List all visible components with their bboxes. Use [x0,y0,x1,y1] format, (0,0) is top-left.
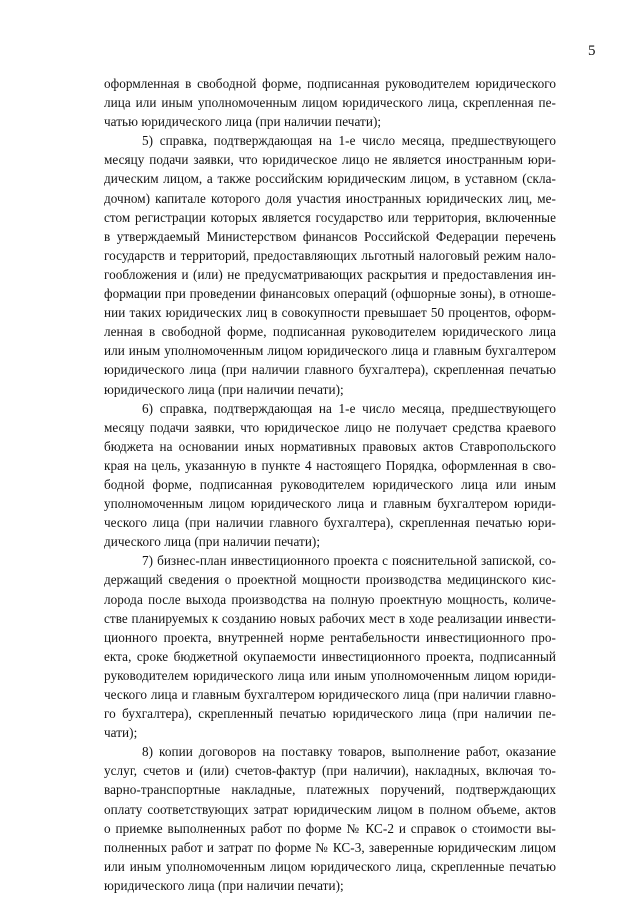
text-line: 7) бизнес-план инвестиционного проекта с пояснительной запиской, со- [142,553,556,569]
text-line: екта, сроке бюджетной окупаемости инвестиционного проекта, подписанный [104,648,556,664]
text-line: чати); [104,725,138,741]
text-line: или иным уполномоченным лицом юридического лица, скрепленные печатью [104,858,556,874]
text-line: ленная в свободной форме, подписанная руководителем юридического лица [104,324,556,340]
text-line: чатью юридического лица (при наличии печати); [104,114,382,130]
text-line: дочном) капитале которого доля участия иностранных юридических лиц, ме- [104,190,556,206]
text-line: услуг, счетов и (или) счетов-фактур (при наличии), накладных, включая то- [104,763,556,779]
text-line: го бухгалтера), скрепленный печатью юридического лица (при наличии пе- [104,706,556,722]
text-line: 8) копии договоров на поставку товаров, выполнение работ, оказание [142,744,556,760]
text-line: месяцу подачи заявки, что юридическое лицо не является иностранным юри- [104,152,556,168]
text-line: гообложения и (или) не предусматривающих раскрытия и предоставления ин- [104,266,556,282]
text-line: о приемке выполненных работ по форме № КС-2 и справок о стоимости вы- [104,820,556,836]
text-line: юридического лица (при наличии главного бухгалтера), скрепленная печатью [104,362,556,378]
text-line: 6) справка, подтверждающая на 1-е число месяца, предшествующего [142,400,556,416]
paragraph-item-8 [104,742,556,895]
text-line: или иным уполномоченным лицом юридического лица и главным бухгалтером [104,343,556,359]
text-line: бюджета на основании иных нормативных правовых актов Ставропольского [104,438,556,454]
text-line: месяцу подачи заявки, что юридическое лицо не получает средства краевого [104,419,556,435]
page-number: 5 [588,43,596,59]
paragraph-item-5 [104,131,556,398]
text-line: 5) справка, подтверждающая на 1-е число месяца, предшествующего [142,133,556,149]
document-body [104,74,556,895]
text-line: нии таких юридических лиц в совокупности превышает 50 процентов, оформ- [104,305,556,321]
text-line: дическим лицом, а также российским юридическим лицом, в уставном (скла- [104,171,556,187]
text-line: стом регистрации которых является государство или территория, включенные [104,209,556,225]
text-line: держащий сведения о проектной мощности производства медицинского кис- [104,572,556,588]
text-line: руководителем юридического лица или иным уполномоченным лицом юриди- [104,667,556,683]
text-line: дического лица (при наличии печати); [104,534,321,550]
paragraph-item-6 [104,399,556,552]
text-line: лица или иным уполномоченным лицом юридического лица, скрепленная пе- [104,95,556,111]
paragraph-item-7 [104,551,556,742]
text-line: стве планируемых к созданию новых рабочих мест в ходе реализации инвести- [104,610,556,626]
text-line: юридического лица (при наличии печати); [104,381,344,397]
text-line: варно-транспортные накладные, платежных поручений, подтверждающих [104,782,556,798]
text-line: лорода после выхода производства на полную проектную мощность, количе- [104,591,556,607]
text-line: формации при проведении финансовых операций (офшорные зоны), в отноше- [104,286,556,302]
text-line: оформленная в свободной форме, подписанная руководителем юридического [104,76,556,91]
text-line: уполномоченным лицом юридического лица и главным бухгалтером юриди- [104,496,556,512]
text-line: полненных работ и затрат по форме № КС-3, заверенные юридическим лицом [104,839,556,855]
text-line: в утверждаемый Министерством финансов Российской Федерации перечень [104,228,556,244]
text-line: юридического лица (при наличии печати); [104,877,344,893]
text-line: государств и территорий, предоставляющих льготный налоговый режим нало- [104,247,556,263]
text-line: края на цель, указанную в пункте 4 настоящего Порядка, оформленная в сво- [104,457,556,473]
text-line: ческого лица (при наличии главного бухгалтера), скрепленная печатью юри- [104,515,556,531]
text-line: ческого лица и главным бухгалтером юридического лица (при наличии главно- [104,687,556,702]
paragraph-p-continuation [104,74,556,131]
text-line: ционного проекта, внутренней норме рентабельности инвестиционного про- [104,629,556,645]
text-line: бодной форме, подписанная руководителем юридического лица или иным [104,476,556,492]
text-line: оплату соответствующих затрат юридическим лицом в полном объеме, актов [104,801,556,817]
